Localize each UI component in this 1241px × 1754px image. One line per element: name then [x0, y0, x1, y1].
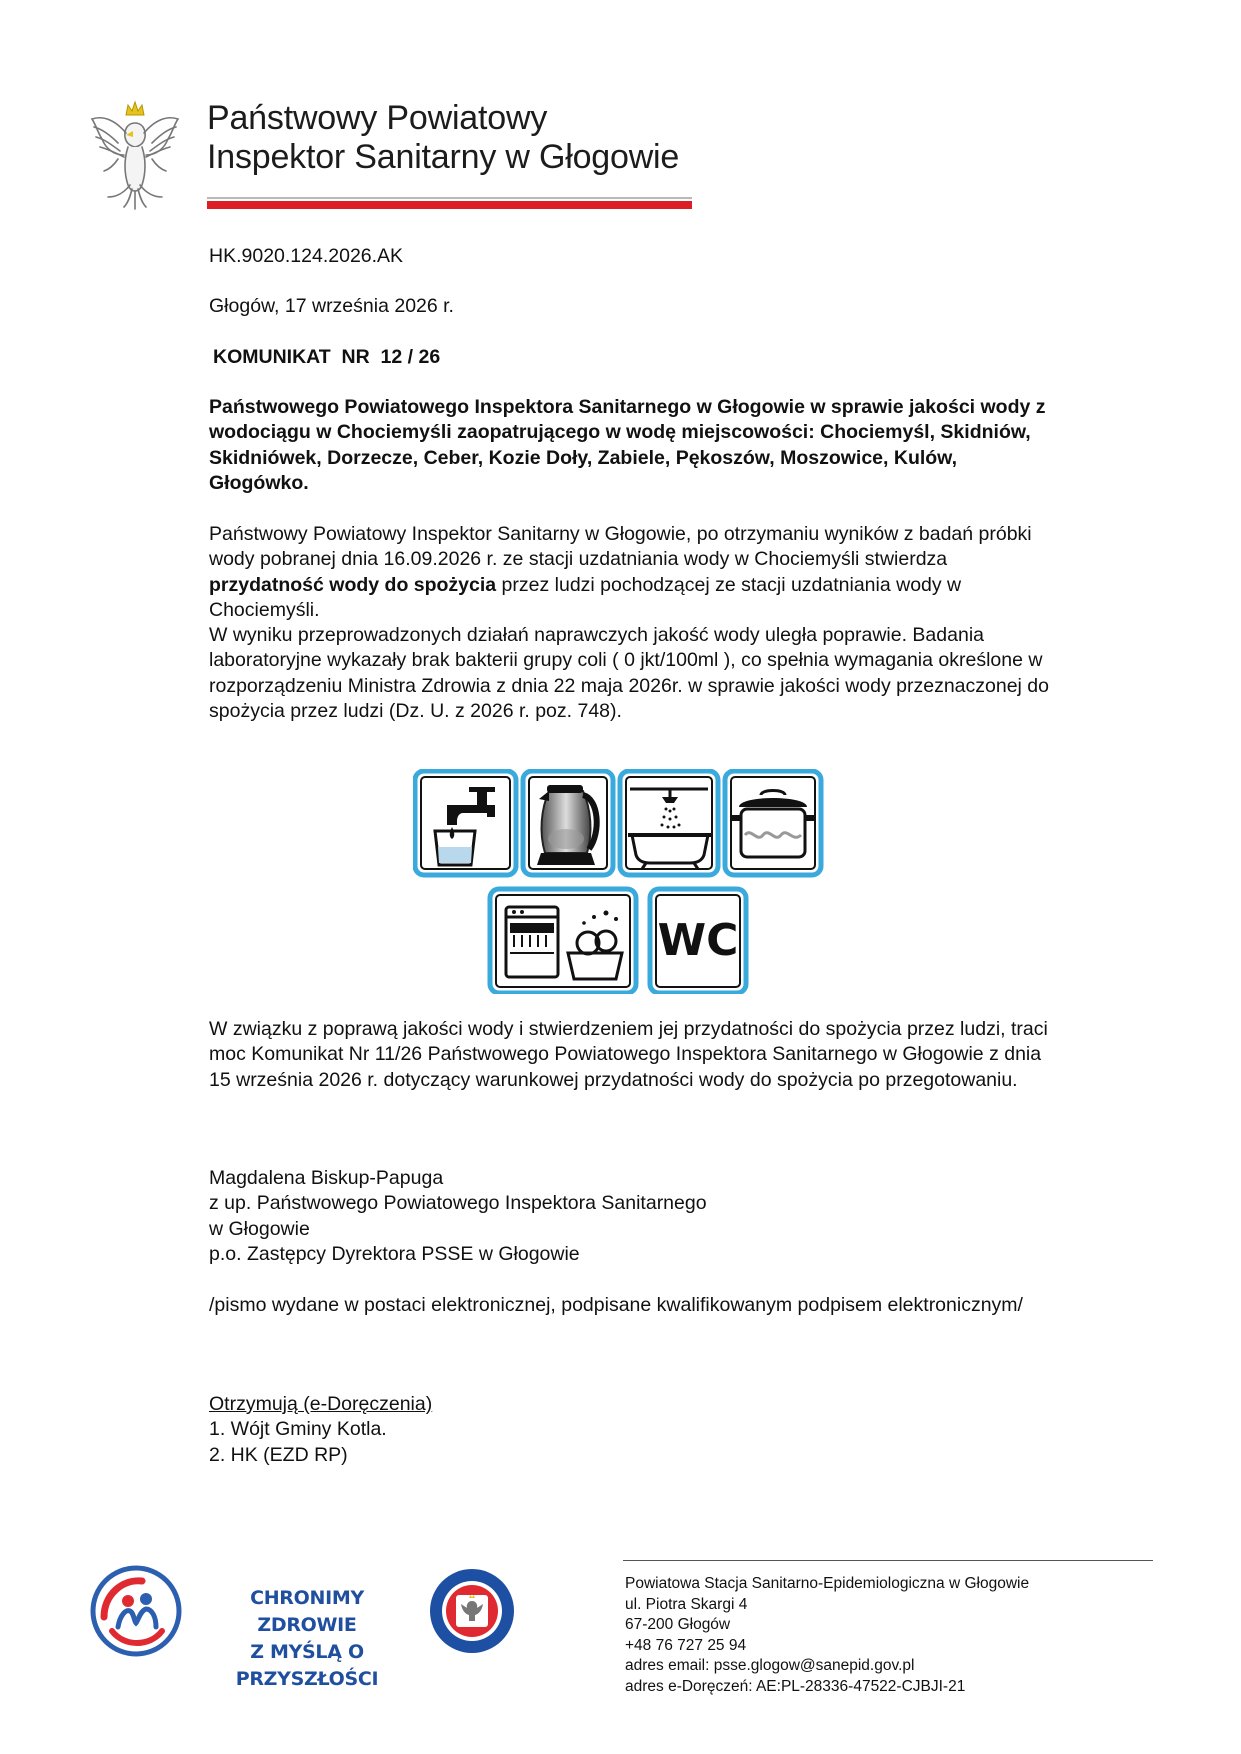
tap-water-glass-icon — [415, 771, 516, 875]
communique-number: KOMUNIKAT NR 12 / 26 — [213, 346, 441, 368]
dish-washing-icon — [490, 889, 636, 993]
cooking-pot-icon — [725, 771, 821, 875]
communique-subject: Państwowego Powiatowego Inspektora Sanitarnego w Głogowie w sprawie jakości wody z wodociągu w Chociemyśli zaopatrującego w wodę miejscowości: Chociemyśl, Skidniów, Skidniówek, Dorzecze, Ceber, Kozie Doły, Zabiele, Pękoszów, Moszowice, Kulów, Głogówko. — [209, 396, 1046, 494]
footer-institution: Powiatowa Stacja Sanitarno-Epidemiologiczna w Głogowie — [625, 1575, 1030, 1592]
signatory-authority: z up. Państwowego Powiatowego Inspektora Sanitarnego — [209, 1192, 707, 1215]
wc-label: WC — [657, 915, 739, 966]
slogan-line2: Z MYŚLĄ O PRZYSZŁOŚCI — [235, 1641, 379, 1690]
footer-phone: +48 76 727 25 94 — [625, 1636, 747, 1654]
recipients-header: Otrzymują (e-Doręczenia) — [209, 1393, 433, 1415]
institution-title-line1: Państwowy Powiatowy — [207, 99, 548, 137]
header-divider-gray — [207, 197, 692, 199]
footer-email: adres email: psse.glogow@sanepid.gov.pl — [625, 1657, 915, 1674]
signatory-name: Magdalena Biskup-Papuga — [209, 1167, 444, 1189]
signatory-location: w Głogowie — [209, 1217, 310, 1240]
kettle-icon — [523, 771, 613, 875]
footer-street: ul. Piotra Skargi 4 — [625, 1595, 748, 1613]
paragraph-lab-results: W wyniku przeprowadzonych działań naprawczych jakość wody uległa poprawie. Badania laboratoryjne wykazały brak bakterii grupy coli ( 0 jkt/100ml ), co spełnia wymagania określone w rozporządzeniu Ministra Zdrowia z dnia 22 maja 2026r. w sprawie jakości wody przeznaczonej do spożycia przez ludzi (Dz. U. z 2026 r. poz. 748). — [209, 624, 1049, 723]
institution-title-line2: Inspektor Sanitarny w Głogowie — [207, 138, 680, 176]
wc-icon — [650, 889, 746, 993]
closing-paragraph — [209, 1017, 1049, 1093]
recipient-item: 1. Wójt Gminy Kotla. — [209, 1418, 387, 1441]
closing-text: W związku z poprawą jakości wody i stwierdzeniem jej przydatności do spożycia przez ludzi, traci moc Komunikat Nr 11/26 Państwowego Powiatowego Inspektora Sanitarnego w Głogowie z dnia 15 września 2026 r. dotyczący warunkowej przydatności wody do spożycia po przegotowaniu. — [209, 1018, 1048, 1091]
footer-edelivery: adres e-Doręczeń: AE:PL-28336-47522-CJBJI-21 — [625, 1677, 966, 1695]
paragraph-result — [209, 522, 1049, 623]
paragraph-result-part1: Państwowy Powiatowy Inspektor Sanitarny w Głogowie, po otrzymaniu wyników z badań próbki wody pobranej dnia 16.09.2026 r. ze stacji uzdatniania wody w Chociemyśli stwierdza — [209, 523, 1032, 571]
place-date: Głogów, 17 września 2026 r. — [209, 295, 454, 317]
document-reference: HK.9020.124.2026.AK — [209, 245, 404, 267]
header-divider-red — [207, 201, 692, 209]
paragraph-result-bold: przydatność wody do spożycia — [209, 573, 497, 596]
shower-bath-icon — [620, 771, 718, 875]
institution-title — [207, 99, 679, 177]
footer-address — [625, 1574, 1029, 1697]
footer-postcode: 67-200 Głogów — [625, 1616, 731, 1633]
sanitary-inspection-seal-icon — [429, 1568, 515, 1654]
health-protection-logo-icon — [90, 1565, 182, 1657]
signatory-position: p.o. Zastępcy Dyrektora PSSE w Głogowie — [209, 1242, 580, 1265]
electronic-signature-note: /pismo wydane w postaci elektronicznej, podpisane kwalifikowanym podpisem elektronicznym/ — [209, 1294, 1023, 1316]
paragraph-result-part2: przez ludzi pochodzącej ze stacji uzdatniania wody w Chociemyśli. — [209, 573, 962, 621]
recipient-item: 2. HK (EZD RP) — [209, 1443, 348, 1466]
recipients-block — [209, 1392, 432, 1468]
body-paragraphs — [209, 522, 1049, 724]
water-use-pictograms — [413, 769, 838, 994]
signature-block — [209, 1166, 707, 1267]
slogan-line1: CHRONIMY ZDROWIE — [250, 1587, 364, 1636]
campaign-slogan — [202, 1585, 412, 1693]
polish-eagle-emblem-icon — [88, 93, 182, 211]
footer-divider — [623, 1560, 1153, 1561]
